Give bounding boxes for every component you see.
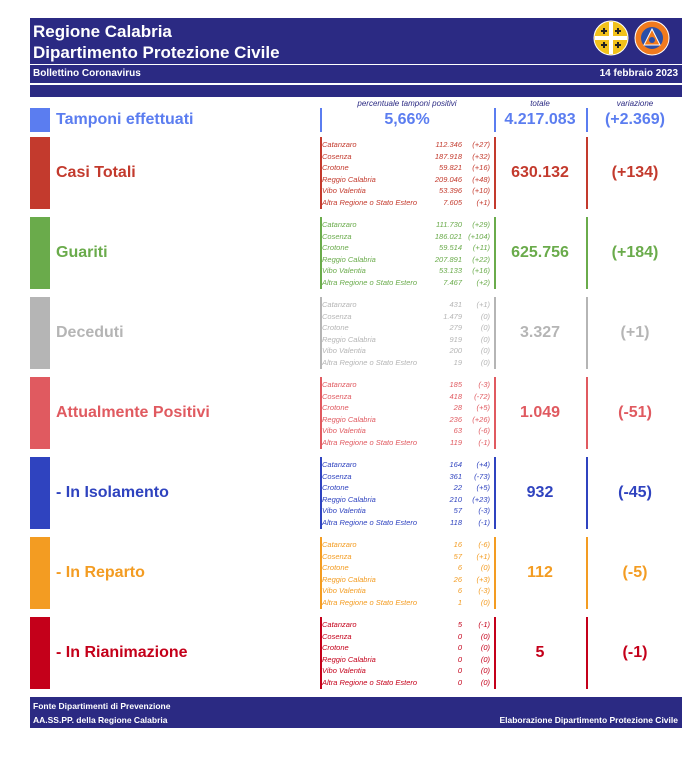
section-total: 630.132 — [511, 164, 569, 181]
header-banner — [30, 18, 682, 83]
province-variation: (+2) — [476, 277, 490, 287]
province-variation: (-1) — [478, 620, 490, 629]
province-row — [322, 677, 490, 689]
province-value: 0 — [457, 654, 462, 664]
province-row — [322, 242, 490, 254]
province-name: Crotone — [322, 483, 349, 492]
province-name: Reggio Calabria — [322, 334, 376, 344]
province-name: Crotone — [322, 643, 349, 652]
province-variation: (0) — [480, 666, 490, 675]
section-color-bar — [30, 537, 50, 609]
province-name: Altra Regione o Stato Estero — [322, 197, 418, 207]
province-name: Crotone — [322, 163, 349, 172]
section-divider-mid — [494, 457, 496, 529]
section-color-bar — [30, 457, 50, 529]
province-variation: (+22) — [472, 254, 490, 264]
province-name: Vibo Valentia — [322, 186, 366, 195]
section-variation: (+184) — [611, 244, 659, 261]
footer-banner — [30, 697, 682, 728]
province-value: 1.479 — [443, 311, 462, 321]
province-name: Reggio Calabria — [322, 414, 376, 424]
province-value: 57 — [453, 551, 462, 561]
province-variation: (-72) — [474, 391, 490, 401]
section-color-bar — [30, 137, 50, 209]
province-row — [322, 151, 490, 163]
section-label: Guariti — [56, 244, 108, 261]
province-row — [322, 505, 490, 517]
section-total: 5 — [535, 644, 545, 661]
footer-source-line2: AA.SS.PP. della Regione Calabria — [33, 715, 168, 725]
tamponi-divider-left — [320, 108, 322, 132]
province-row — [322, 219, 490, 231]
province-value: 118 — [450, 517, 462, 527]
province-name: Altra Regione o Stato Estero — [322, 277, 418, 287]
province-row — [322, 425, 490, 437]
province-value: 186.021 — [434, 231, 462, 241]
province-value: 207.891 — [434, 254, 462, 264]
province-row — [322, 414, 490, 426]
province-variation: (+5) — [476, 403, 490, 412]
province-variation: (0) — [480, 677, 490, 687]
province-name: Vibo Valentia — [322, 666, 366, 675]
province-variation: (-3) — [478, 380, 490, 389]
province-value: 59.821 — [439, 163, 462, 172]
province-row — [322, 322, 490, 334]
province-row — [322, 562, 490, 574]
section-total: 932 — [526, 484, 554, 501]
province-row — [322, 402, 490, 414]
province-name: Reggio Calabria — [322, 574, 376, 584]
province-name: Reggio Calabria — [322, 254, 376, 264]
section-color-bar — [30, 217, 50, 289]
province-row — [322, 197, 490, 209]
tamponi-variation: (+2.369) — [604, 111, 666, 128]
province-name: Cosenza — [322, 631, 352, 641]
province-variation: (-1) — [478, 437, 490, 447]
province-name: Crotone — [322, 323, 349, 332]
section-block — [30, 377, 682, 449]
province-variation: (0) — [480, 643, 490, 652]
section-color-bar — [30, 297, 50, 369]
province-variation: (0) — [480, 654, 490, 664]
province-value: 53.396 — [439, 186, 462, 195]
section-divider-right — [586, 137, 588, 209]
section-divider-mid — [494, 217, 496, 289]
province-breakdown — [322, 299, 490, 368]
province-variation: (+23) — [472, 494, 490, 504]
section-total: 1.049 — [519, 404, 561, 421]
section-divider-right — [586, 377, 588, 449]
section-label: Attualmente Positivi — [56, 404, 210, 421]
province-value: 418 — [449, 391, 462, 401]
province-name: Altra Regione o Stato Estero — [322, 677, 418, 687]
province-variation: (+104) — [468, 231, 490, 241]
tamponi-color-bar — [30, 108, 50, 132]
province-variation: (0) — [480, 334, 490, 344]
province-value: 6 — [457, 586, 462, 595]
province-name: Vibo Valentia — [322, 266, 366, 275]
province-variation: (+5) — [476, 483, 490, 492]
province-variation: (-6) — [478, 540, 490, 549]
province-value: 28 — [453, 403, 462, 412]
province-row — [322, 231, 490, 243]
province-value: 59.514 — [439, 243, 462, 252]
section-label: Casi Totali — [56, 164, 136, 181]
province-variation: (+16) — [472, 266, 490, 275]
section-divider-left — [320, 617, 322, 689]
province-row — [322, 585, 490, 597]
section-divider-mid — [494, 537, 496, 609]
province-name: Altra Regione o Stato Estero — [322, 437, 418, 447]
province-value: 0 — [457, 643, 462, 652]
province-variation: (0) — [480, 311, 490, 321]
province-name: Crotone — [322, 243, 349, 252]
section-divider-mid — [494, 617, 496, 689]
province-row — [322, 517, 490, 529]
province-name: Catanzaro — [322, 540, 357, 549]
province-variation: (0) — [480, 323, 490, 332]
province-name: Cosenza — [322, 471, 352, 481]
province-row — [322, 551, 490, 563]
province-row — [322, 665, 490, 677]
section-variation: (+1) — [620, 324, 650, 341]
province-variation: (+32) — [472, 151, 490, 161]
province-breakdown — [322, 619, 490, 688]
province-name: Vibo Valentia — [322, 426, 366, 435]
province-row — [322, 139, 490, 151]
region-crest-icon — [593, 20, 629, 56]
province-value: 53.133 — [439, 266, 462, 275]
province-name: Vibo Valentia — [322, 586, 366, 595]
province-row — [322, 597, 490, 609]
section-block — [30, 457, 682, 529]
province-value: 200 — [449, 346, 462, 355]
province-value: 361 — [449, 471, 462, 481]
section-color-bar — [30, 617, 50, 689]
province-value: 919 — [449, 334, 462, 344]
pct-column-header: percentuale tamponi positivi — [357, 99, 457, 108]
section-divider-mid — [494, 377, 496, 449]
footer-credit: Elaborazione Dipartimento Protezione Civile — [499, 715, 678, 725]
province-value: 16 — [453, 540, 462, 549]
province-row — [322, 459, 490, 471]
province-name: Reggio Calabria — [322, 654, 376, 664]
section-total: 625.756 — [511, 244, 569, 261]
province-name: Catanzaro — [322, 220, 357, 229]
tamponi-label: Tamponi effettuati — [56, 111, 194, 128]
province-row — [322, 265, 490, 277]
province-value: 0 — [457, 666, 462, 675]
section-total: 3.327 — [519, 324, 561, 341]
bulletin-date: 14 febbraio 2023 — [599, 68, 678, 79]
province-variation: (-1) — [478, 517, 490, 527]
province-row — [322, 482, 490, 494]
department-title: Dipartimento Protezione Civile — [33, 43, 280, 62]
section-variation: (-1) — [622, 644, 648, 661]
province-variation: (-6) — [478, 426, 490, 435]
province-variation: (0) — [480, 346, 490, 355]
province-value: 119 — [450, 437, 462, 447]
province-variation: (+1) — [476, 551, 490, 561]
section-label: Deceduti — [56, 324, 124, 341]
province-row — [322, 494, 490, 506]
section-divider-right — [586, 297, 588, 369]
province-value: 209.046 — [434, 174, 462, 184]
section-divider-left — [320, 297, 322, 369]
province-variation: (0) — [480, 357, 490, 367]
province-variation: (+16) — [472, 163, 490, 172]
province-value: 0 — [457, 677, 462, 687]
section-divider-left — [320, 217, 322, 289]
section-label: - In Isolamento — [56, 484, 169, 501]
section-divider-left — [320, 537, 322, 609]
province-breakdown — [322, 539, 490, 608]
province-name: Altra Regione o Stato Estero — [322, 517, 418, 527]
province-row — [322, 334, 490, 346]
section-divider-mid — [494, 137, 496, 209]
province-name: Cosenza — [322, 231, 352, 241]
section-total: 112 — [527, 564, 553, 581]
province-row — [322, 437, 490, 449]
province-breakdown — [322, 139, 490, 208]
province-row — [322, 299, 490, 311]
section-variation: (-51) — [618, 404, 652, 421]
province-row — [322, 619, 490, 631]
province-value: 5 — [457, 620, 462, 629]
section-variation: (-45) — [618, 484, 652, 501]
tamponi-total: 4.217.083 — [504, 111, 576, 128]
province-breakdown — [322, 219, 490, 288]
province-row — [322, 174, 490, 186]
province-breakdown — [322, 459, 490, 528]
province-row — [322, 254, 490, 266]
province-row — [322, 642, 490, 654]
province-row — [322, 539, 490, 551]
province-value: 112.346 — [435, 140, 462, 149]
header-subbar — [30, 85, 682, 97]
bulletin-subtitle: Bollettino Coronavirus — [33, 68, 141, 79]
footer-source-line1: Fonte Dipartimenti di Prevenzione — [33, 701, 171, 711]
province-breakdown — [322, 379, 490, 448]
province-row — [322, 185, 490, 197]
section-block — [30, 297, 682, 369]
province-variation: (+48) — [472, 174, 490, 184]
section-variation: (-5) — [622, 564, 648, 581]
tamponi-divider-right — [586, 108, 588, 132]
province-value: 185 — [449, 380, 462, 389]
province-name: Vibo Valentia — [322, 506, 366, 515]
province-value: 19 — [453, 357, 462, 367]
province-value: 22 — [453, 483, 462, 492]
province-name: Catanzaro — [322, 620, 357, 629]
province-value: 6 — [457, 563, 462, 572]
province-value: 7.605 — [443, 197, 462, 207]
section-divider-right — [586, 217, 588, 289]
section-color-bar — [30, 377, 50, 449]
province-name: Cosenza — [322, 391, 352, 401]
province-name: Catanzaro — [322, 460, 357, 469]
province-variation: (+26) — [472, 414, 490, 424]
province-row — [322, 391, 490, 403]
province-variation: (0) — [480, 563, 490, 572]
province-row — [322, 379, 490, 391]
civil-protection-logo-icon — [634, 20, 670, 56]
province-value: 26 — [453, 574, 462, 584]
province-value: 187.918 — [434, 151, 462, 161]
section-label: - In Reparto — [56, 564, 145, 581]
section-block — [30, 217, 682, 289]
province-name: Reggio Calabria — [322, 174, 376, 184]
province-value: 111.730 — [436, 220, 462, 229]
province-row — [322, 654, 490, 666]
region-title: Regione Calabria — [33, 22, 172, 41]
province-value: 164 — [449, 460, 462, 469]
province-name: Altra Regione o Stato Estero — [322, 597, 418, 607]
province-row — [322, 162, 490, 174]
province-row — [322, 631, 490, 643]
province-row — [322, 471, 490, 483]
province-name: Cosenza — [322, 151, 352, 161]
header-divider — [30, 64, 682, 65]
section-divider-mid — [494, 297, 496, 369]
section-block — [30, 617, 682, 689]
province-row — [322, 357, 490, 369]
province-variation: (-73) — [474, 471, 490, 481]
province-value: 1 — [457, 597, 462, 607]
province-name: Cosenza — [322, 311, 352, 321]
total-column-header: totale — [530, 99, 550, 108]
province-variation: (-3) — [478, 506, 490, 515]
province-name: Catanzaro — [322, 300, 357, 309]
province-variation: (+1) — [476, 300, 490, 309]
variation-column-header: variazione — [616, 99, 654, 108]
province-value: 63 — [453, 426, 462, 435]
tamponi-positive-pct: 5,66% — [384, 111, 430, 128]
section-divider-left — [320, 377, 322, 449]
section-block — [30, 137, 682, 209]
province-name: Reggio Calabria — [322, 494, 376, 504]
province-name: Vibo Valentia — [322, 346, 366, 355]
province-value: 57 — [453, 506, 462, 515]
section-label: - In Rianimazione — [56, 644, 188, 661]
section-variation: (+134) — [611, 164, 659, 181]
province-name: Catanzaro — [322, 380, 357, 389]
province-value: 236 — [449, 414, 462, 424]
province-name: Crotone — [322, 563, 349, 572]
province-value: 0 — [457, 631, 462, 641]
province-name: Crotone — [322, 403, 349, 412]
province-row — [322, 277, 490, 289]
province-variation: (+4) — [476, 460, 490, 469]
province-variation: (+29) — [472, 220, 490, 229]
province-variation: (+11) — [472, 243, 490, 252]
province-value: 210 — [449, 494, 462, 504]
province-variation: (+1) — [476, 197, 490, 207]
section-divider-left — [320, 457, 322, 529]
province-variation: (0) — [480, 597, 490, 607]
province-value: 431 — [449, 300, 462, 309]
section-divider-right — [586, 537, 588, 609]
province-name: Catanzaro — [322, 140, 357, 149]
province-row — [322, 574, 490, 586]
province-variation: (-3) — [478, 586, 490, 595]
section-block — [30, 537, 682, 609]
province-row — [322, 345, 490, 357]
section-divider-right — [586, 457, 588, 529]
section-divider-left — [320, 137, 322, 209]
tamponi-row — [30, 108, 682, 132]
province-row — [322, 311, 490, 323]
province-variation: (0) — [480, 631, 490, 641]
province-value: 279 — [449, 323, 462, 332]
province-variation: (+3) — [476, 574, 490, 584]
tamponi-divider-mid — [494, 108, 496, 132]
province-name: Cosenza — [322, 551, 352, 561]
province-name: Altra Regione o Stato Estero — [322, 357, 418, 367]
province-variation: (+10) — [472, 186, 490, 195]
province-variation: (+27) — [472, 140, 490, 149]
section-divider-right — [586, 617, 588, 689]
province-value: 7.467 — [443, 277, 462, 287]
